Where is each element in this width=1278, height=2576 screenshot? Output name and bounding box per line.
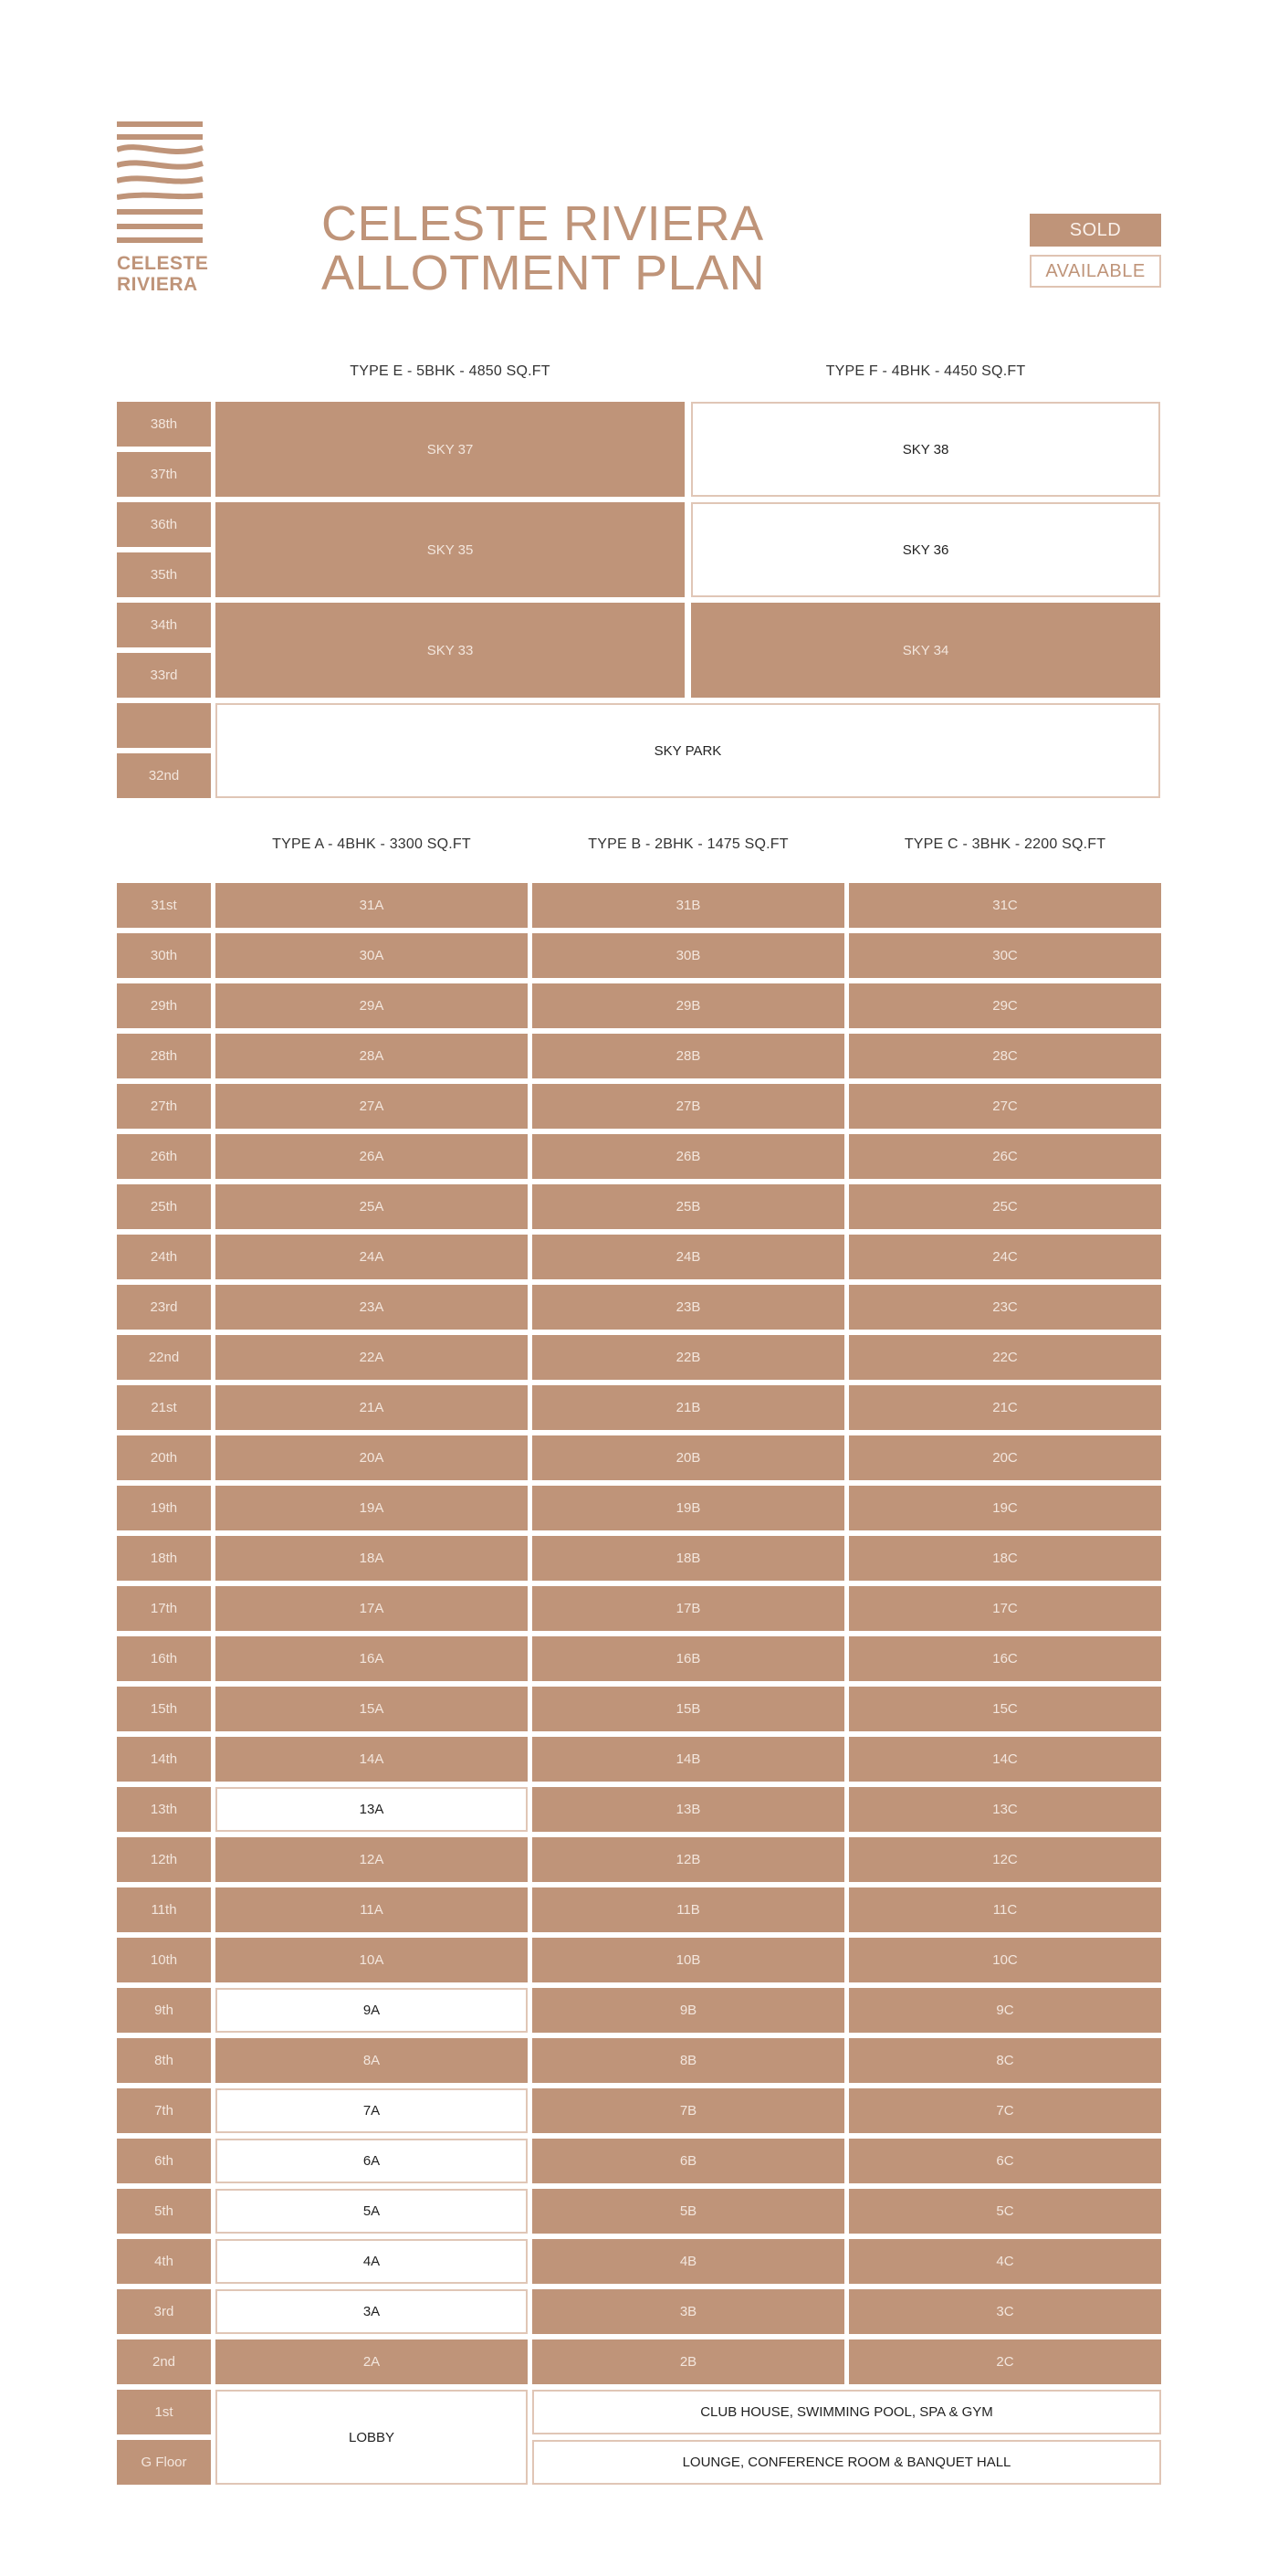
floor-label: 27th: [117, 1084, 211, 1129]
unit-type-a[interactable]: 8A: [215, 2038, 528, 2083]
brand-logo-line2: RIVIERA: [117, 274, 198, 295]
page-title-line1: CELESTE RIVIERA: [321, 196, 764, 251]
unit-type-a[interactable]: 13A: [215, 1787, 528, 1832]
unit-type-c[interactable]: 31C: [849, 883, 1161, 928]
unit-sky[interactable]: SKY 34: [691, 603, 1160, 698]
floor-label: 5th: [117, 2189, 211, 2234]
lobby[interactable]: LOBBY: [215, 2390, 528, 2485]
unit-type-c[interactable]: 24C: [849, 1235, 1161, 1279]
unit-type-a[interactable]: 6A: [215, 2139, 528, 2183]
floor-label: 37th: [117, 452, 211, 497]
unit-type-a[interactable]: 21A: [215, 1385, 528, 1430]
type-b-header: TYPE B - 2BHK - 1475 SQ.FT: [588, 836, 789, 852]
unit-type-b[interactable]: 27B: [532, 1084, 844, 1129]
unit-type-b[interactable]: 31B: [532, 883, 844, 928]
unit-type-c[interactable]: 21C: [849, 1385, 1161, 1430]
floor-label: 12th: [117, 1837, 211, 1882]
floor-label: 32nd: [117, 753, 211, 798]
floor-label: 21st: [117, 1385, 211, 1430]
unit-type-a[interactable]: 18A: [215, 1536, 528, 1581]
floor-label: [117, 703, 211, 748]
unit-type-c[interactable]: 27C: [849, 1084, 1161, 1129]
unit-type-b[interactable]: 7B: [532, 2088, 844, 2133]
floor-label: 24th: [117, 1235, 211, 1279]
unit-type-b[interactable]: 2B: [532, 2339, 844, 2384]
unit-type-c[interactable]: 19C: [849, 1486, 1161, 1530]
unit-type-a[interactable]: 27A: [215, 1084, 528, 1129]
unit-type-c[interactable]: 28C: [849, 1034, 1161, 1078]
floor-label: 20th: [117, 1435, 211, 1480]
floor-label: 15th: [117, 1687, 211, 1731]
unit-type-c[interactable]: 10C: [849, 1938, 1161, 1982]
unit-type-a[interactable]: 30A: [215, 933, 528, 978]
floor-label: 8th: [117, 2038, 211, 2083]
unit-sky[interactable]: SKY 36: [691, 502, 1160, 597]
unit-type-b[interactable]: 9B: [532, 1988, 844, 2033]
unit-type-a[interactable]: 7A: [215, 2088, 528, 2133]
unit-type-c[interactable]: 26C: [849, 1134, 1161, 1179]
floor-label-1st: 1st: [117, 2390, 211, 2434]
unit-type-b[interactable]: 23B: [532, 1285, 844, 1330]
unit-type-c[interactable]: 12C: [849, 1837, 1161, 1882]
unit-type-c[interactable]: 23C: [849, 1285, 1161, 1330]
brand-logo-line1: CELESTE: [117, 253, 209, 274]
floor-label: 2nd: [117, 2339, 211, 2384]
floor-label: 31st: [117, 883, 211, 928]
unit-type-c[interactable]: 6C: [849, 2139, 1161, 2183]
floor-label: 38th: [117, 402, 211, 447]
unit-type-b[interactable]: 15B: [532, 1687, 844, 1731]
floor-label: 33rd: [117, 653, 211, 698]
floor-label: 9th: [117, 1988, 211, 2033]
unit-type-b[interactable]: 16B: [532, 1636, 844, 1681]
unit-type-b[interactable]: 29B: [532, 983, 844, 1028]
unit-type-a[interactable]: 16A: [215, 1636, 528, 1681]
unit-type-a[interactable]: 20A: [215, 1435, 528, 1480]
unit-type-c[interactable]: 13C: [849, 1787, 1161, 1832]
unit-type-b[interactable]: 21B: [532, 1385, 844, 1430]
unit-type-b[interactable]: 11B: [532, 1887, 844, 1932]
unit-type-b[interactable]: 18B: [532, 1536, 844, 1581]
amenities-club-house[interactable]: CLUB HOUSE, SWIMMING POOL, SPA & GYM: [532, 2390, 1161, 2434]
unit-type-a[interactable]: 22A: [215, 1335, 528, 1380]
unit-type-a[interactable]: 29A: [215, 983, 528, 1028]
unit-type-c[interactable]: 3C: [849, 2289, 1161, 2334]
unit-type-c[interactable]: 5C: [849, 2189, 1161, 2234]
unit-type-c[interactable]: 18C: [849, 1536, 1161, 1581]
brand-logo-icon: [117, 121, 206, 245]
unit-type-b[interactable]: 22B: [532, 1335, 844, 1380]
brand-logo-text: [117, 253, 208, 295]
floor-label: 14th: [117, 1737, 211, 1782]
unit-type-c[interactable]: 17C: [849, 1586, 1161, 1631]
type-a-header: TYPE A - 4BHK - 3300 SQ.FT: [272, 836, 471, 852]
unit-type-b[interactable]: 10B: [532, 1938, 844, 1982]
unit-type-b[interactable]: 4B: [532, 2239, 844, 2284]
unit-sky[interactable]: SKY 38: [691, 402, 1160, 497]
unit-type-b[interactable]: 17B: [532, 1586, 844, 1631]
unit-type-b[interactable]: 8B: [532, 2038, 844, 2083]
unit-type-b[interactable]: 12B: [532, 1837, 844, 1882]
unit-type-c[interactable]: 22C: [849, 1335, 1161, 1380]
floor-label: 6th: [117, 2139, 211, 2183]
unit-type-b[interactable]: 14B: [532, 1737, 844, 1782]
page-title: [321, 196, 766, 300]
unit-type-a[interactable]: 9A: [215, 1988, 528, 2033]
floor-label: 7th: [117, 2088, 211, 2133]
sky-park[interactable]: SKY PARK: [215, 703, 1160, 798]
unit-type-b[interactable]: 25B: [532, 1184, 844, 1229]
unit-type-a[interactable]: 4A: [215, 2239, 528, 2284]
floor-label: 11th: [117, 1887, 211, 1932]
legend-sold: SOLD: [1030, 214, 1161, 247]
unit-type-a[interactable]: 11A: [215, 1887, 528, 1932]
unit-type-a[interactable]: 14A: [215, 1737, 528, 1782]
amenities-lounge[interactable]: LOUNGE, CONFERENCE ROOM & BANQUET HALL: [532, 2440, 1161, 2485]
unit-type-c[interactable]: 30C: [849, 933, 1161, 978]
floor-label: 34th: [117, 603, 211, 647]
unit-type-b[interactable]: 20B: [532, 1435, 844, 1480]
type-c-header: TYPE C - 3BHK - 2200 SQ.FT: [904, 836, 1106, 852]
unit-type-c[interactable]: 14C: [849, 1737, 1161, 1782]
floor-label: 26th: [117, 1134, 211, 1179]
unit-sky[interactable]: SKY 33: [215, 603, 685, 698]
unit-type-b[interactable]: 13B: [532, 1787, 844, 1832]
unit-type-b[interactable]: 30B: [532, 933, 844, 978]
unit-type-a[interactable]: 10A: [215, 1938, 528, 1982]
unit-type-a[interactable]: 24A: [215, 1235, 528, 1279]
unit-type-b[interactable]: 28B: [532, 1034, 844, 1078]
unit-type-c[interactable]: 4C: [849, 2239, 1161, 2284]
floor-label: 17th: [117, 1586, 211, 1631]
floor-label: 3rd: [117, 2289, 211, 2334]
type-f-header: TYPE F - 4BHK - 4450 SQ.FT: [825, 363, 1026, 379]
unit-type-a[interactable]: 12A: [215, 1837, 528, 1882]
floor-label: 16th: [117, 1636, 211, 1681]
unit-type-b[interactable]: 19B: [532, 1486, 844, 1530]
unit-type-a[interactable]: 25A: [215, 1184, 528, 1229]
unit-type-c[interactable]: 9C: [849, 1988, 1161, 2033]
unit-type-c[interactable]: 25C: [849, 1184, 1161, 1229]
floor-label: 23rd: [117, 1285, 211, 1330]
unit-type-b[interactable]: 26B: [532, 1134, 844, 1179]
unit-type-b[interactable]: 24B: [532, 1235, 844, 1279]
unit-type-c[interactable]: 20C: [849, 1435, 1161, 1480]
unit-type-b[interactable]: 5B: [532, 2189, 844, 2234]
floor-label: 22nd: [117, 1335, 211, 1380]
unit-type-a[interactable]: 26A: [215, 1134, 528, 1179]
floor-label: 35th: [117, 552, 211, 597]
page-title-line2: ALLOTMENT PLAN: [321, 246, 766, 300]
floor-label: 18th: [117, 1536, 211, 1581]
unit-type-c[interactable]: 8C: [849, 2038, 1161, 2083]
floor-label: 25th: [117, 1184, 211, 1229]
floor-label: 30th: [117, 933, 211, 978]
unit-type-a[interactable]: 31A: [215, 883, 528, 928]
unit-sky[interactable]: SKY 35: [215, 502, 685, 597]
unit-type-c[interactable]: 29C: [849, 983, 1161, 1028]
unit-type-c[interactable]: 2C: [849, 2339, 1161, 2384]
unit-type-a[interactable]: 17A: [215, 1586, 528, 1631]
unit-type-a[interactable]: 2A: [215, 2339, 528, 2384]
floor-label-ground: G Floor: [117, 2440, 211, 2485]
unit-type-a[interactable]: 3A: [215, 2289, 528, 2334]
floor-label: 28th: [117, 1034, 211, 1078]
unit-type-c[interactable]: 16C: [849, 1636, 1161, 1681]
unit-type-c[interactable]: 15C: [849, 1687, 1161, 1731]
floor-label: 13th: [117, 1787, 211, 1832]
floor-label: 10th: [117, 1938, 211, 1982]
floor-label: 19th: [117, 1486, 211, 1530]
floor-label: 4th: [117, 2239, 211, 2284]
unit-type-a[interactable]: 19A: [215, 1486, 528, 1530]
unit-type-a[interactable]: 23A: [215, 1285, 528, 1330]
floor-label: 29th: [117, 983, 211, 1028]
unit-type-c[interactable]: 7C: [849, 2088, 1161, 2133]
unit-type-b[interactable]: 6B: [532, 2139, 844, 2183]
unit-type-a[interactable]: 15A: [215, 1687, 528, 1731]
floor-label: 36th: [117, 502, 211, 547]
unit-type-a[interactable]: 28A: [215, 1034, 528, 1078]
unit-type-a[interactable]: 5A: [215, 2189, 528, 2234]
legend-available: AVAILABLE: [1030, 255, 1161, 288]
type-e-header: TYPE E - 5BHK - 4850 SQ.FT: [350, 363, 550, 379]
unit-type-b[interactable]: 3B: [532, 2289, 844, 2334]
unit-type-c[interactable]: 11C: [849, 1887, 1161, 1932]
unit-sky[interactable]: SKY 37: [215, 402, 685, 497]
